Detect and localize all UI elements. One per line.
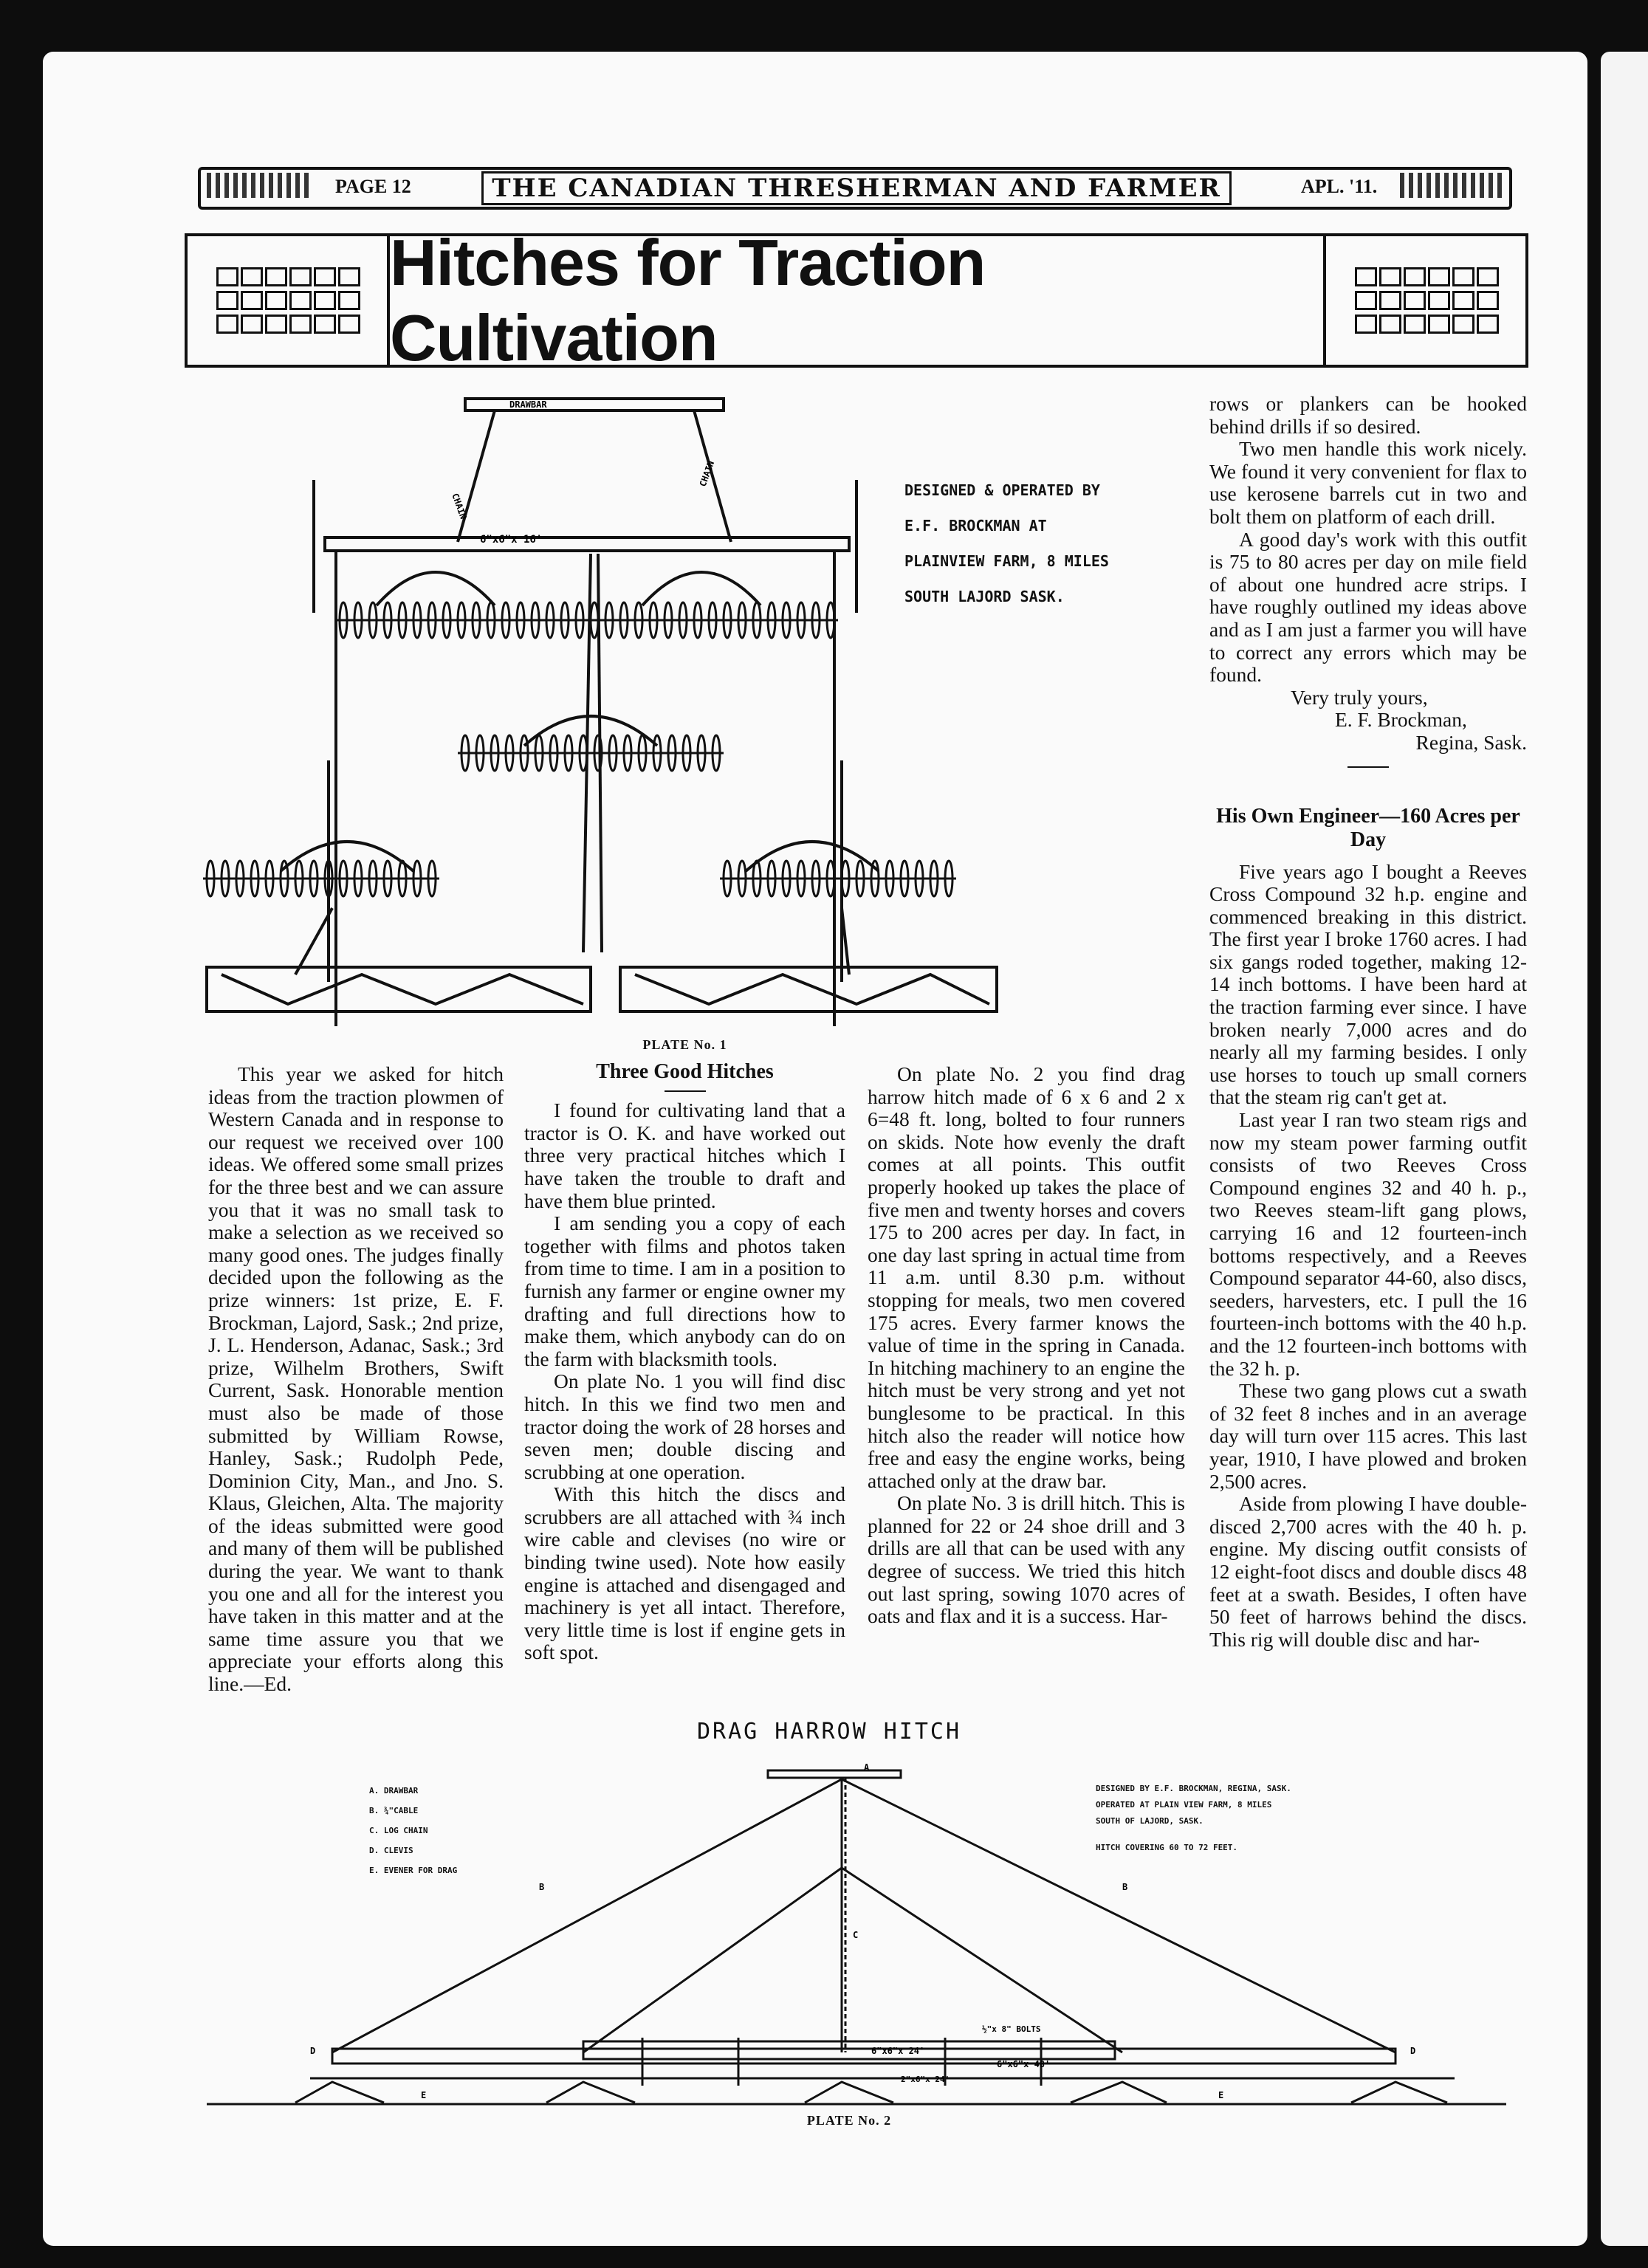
- intro-column: [208, 1063, 504, 1696]
- article-paragraph: A good day's work with this outfit is 75 to 80 acres per day on mile field of about one hundred acre strips. I have roughly outlined my ideas above and as I am just a farmer you will have to correct any errors which may be found.: [1209, 527, 1527, 687]
- plate2-drag-harrow-drawing: [199, 1757, 1528, 2126]
- own-engineer-heading: His Own Engineer—160 Acres per Day: [1216, 804, 1520, 851]
- article-paragraph: Five years ago I bought a Reeves Cross Compound 32 h.p. engine and commenced breaking in this district. The first year I broke 1760 acres. I had six gangs roded together, making 12-14 inch bottoms. I have been hard at the traction farming ever since. I have broken nearly 7,000 acres and do nearly all my farming besides. I only use horses to touch up small corners that the steam rig can't get at.: [1209, 859, 1527, 1109]
- three-good-hitches-heading: Three Good Hitches: [596, 1059, 774, 1083]
- designer-note-line: SOUTH LAJORD SASK.: [904, 588, 1065, 605]
- point-label-e: E: [1218, 2090, 1224, 2100]
- article-title: Hitches for Traction Cultivation: [390, 226, 986, 374]
- left-grid-ornament-icon: [188, 236, 390, 365]
- designer-note-line: SOUTH OF LAJORD, SASK.: [1096, 1816, 1204, 1826]
- plate2-caption: PLATE No. 2: [806, 2113, 892, 2128]
- designer-note-line: DESIGNED & OPERATED BY: [904, 481, 1100, 499]
- article-paragraph: rows or plankers can be hooked behind drills if so desired.: [1209, 392, 1527, 438]
- right-ornament-icon: [1400, 173, 1503, 198]
- article-paragraph: On plate No. 1 you will find disc hitch. In this we find two men and tractor doing the work of 28 horses and seven men; double discing and scrubbing at one operation.: [524, 1370, 845, 1483]
- chain-label-right: CHAIN: [697, 459, 717, 489]
- article-paragraph: Last year I ran two steam rigs and now my steam power farming outfit consists of two Reeves Cross Compound engines 32 and 40 h. p., two Reeves steam-lift gang plows, carrying 16 and 12 fourteen-inch bottoms respectively, and a Reeves Compound separator 44-60, also discs, seeders, harvesters, etc. I pull the 16 fourteen-inch bottoms with the 40 h.p. and the 12 fourteen-inch bottoms with the 32 h. p.: [1209, 1108, 1527, 1380]
- letter-closing: Very truly yours,: [1291, 685, 1428, 709]
- drawbar-label: DRAWBAR: [509, 399, 547, 410]
- beam-dimension-24: 6"x6"x 24': [871, 2046, 925, 2056]
- article-paragraph: With this hitch the discs and scrubbers are all attached with ¾ inch wire cable and clevises (no wire or binding twine used). Note how easily engine is attached and disengaged and machinery is yet all intact. Therefore, very little time is lost if engine gets in soft spot.: [524, 1482, 845, 1664]
- intro-paragraph: This year we asked for hitch ideas from the traction plowmen of Western Canada and in response to our request we received over 100 ideas. We offered some small prizes for the three best and we can assure you that it was no small task to make a selection as we received so many good ones. The judges finally decided upon the following as the prize winners: 1st prize, E. F. Brockman, Lajord, Sask.; 2nd prize, J. L. Henderson, Adanac, Sask.; 3rd prize, Wilhelm Brothers, Swift Current, Sask. Honorable mention must also be made of those submitted by William Rowse, Hanley, Sask.; Rudolph Pede, Dominion City, Man., and Jno. S. Klaus, Gleichen, Alta. The majority of the ideas submitted were good and many of them will be published during the year. We want to thank you one and all for the interest you have taken in this matter and at the same time assure you that we appreciate your efforts along this line.—Ed.: [208, 1062, 504, 1696]
- article-paragraph: On plate No. 2 you find drag harrow hitch made of 6 x 6 and 2 x 6=48 ft. long, bolted to four runners on skids. Note how evenly the draft comes at all points. This outfit properly hooked up takes the place of five men and twenty horses and covers 175 to 200 acres per day. In fact, in one day last spring in actual time from 11 a.m. until 8.30 p.m. without stopping for meals, two men covered 175 acres. Every farmer knows the value of time in the spring in Canada. In hitching machinery to an engine the hitch must be very strong and yet not bunglesome to be practical. In this hitch also the reader will notice how free and easy the engine works, being attached only at the draw bar.: [868, 1062, 1185, 1492]
- legend-item: A. DRAWBAR: [369, 1786, 419, 1796]
- section-rule: [1347, 766, 1389, 768]
- plate1-designer-note: [904, 472, 1109, 614]
- article-paragraph: On plate No. 3 is drill hitch. This is planned for 22 or 24 shoe drill and 3 drills are all that can be used with any degree of success. We tried this hitch out last spring, sowing 1070 acres of oats and flax and it is a success. Har-: [868, 1491, 1185, 1628]
- article-paragraph: I am sending you a copy of each together with films and photos taken from time to time. I am in a position to furnish any farmer or engine owner my drafting and full directions how to make them, which anybody can do on the farm with blacksmith tools.: [524, 1212, 845, 1370]
- article-paragraph: These two gang plows cut a swath of 32 feet 8 inches and in an average day will turn over 115 acres. This last year, 1910, I have plowed and broken 2,500 acres.: [1209, 1379, 1527, 1493]
- designer-note-line: E.F. BROCKMAN AT: [904, 517, 1047, 535]
- point-label-d: D: [1410, 2046, 1416, 2056]
- point-label-c: C: [853, 1930, 859, 1940]
- adjacent-page-edge: [1601, 52, 1648, 2246]
- right-grid-ornament-icon: [1323, 236, 1525, 365]
- plate-description-column: [868, 1063, 1185, 1628]
- heading-rule: [665, 1090, 706, 1092]
- article-paragraph: Aside from plowing I have double-disced 2,700 acres with the 40 h. p. engine. My discing outfit consists of 12 eight-foot discs and double discs 48 feet at a swath. Besides, I often have 50 feet of harrows behind the discs. This rig will double disc and har-: [1209, 1492, 1527, 1651]
- point-label-b: B: [539, 1882, 545, 1892]
- point-label-a: A: [864, 1762, 870, 1773]
- designer-note-line: OPERATED AT PLAIN VIEW FARM, 8 MILES: [1096, 1800, 1272, 1810]
- plate1-caption: PLATE No. 1: [642, 1037, 727, 1052]
- page-number: PAGE 12: [335, 176, 411, 197]
- article-title-box: [185, 226, 1528, 374]
- legend-item: E. EVENER FOR DRAG: [369, 1866, 458, 1875]
- designer-note-line: PLAINVIEW FARM, 8 MILES: [904, 552, 1109, 570]
- designer-note-line: DESIGNED BY E.F. BROCKMAN, REGINA, SASK.: [1096, 1784, 1291, 1793]
- three-good-hitches-column: [524, 1034, 845, 1664]
- article-paragraph: Two men handle this work nicely. We found it very convenient for flax to use kerosene barrels cut in two and bolt them on platform of each drill.: [1209, 437, 1527, 528]
- beam-dimension-2x6: 2"x6"x 24': [901, 2075, 950, 2084]
- left-ornament-icon: [207, 173, 310, 198]
- beam-dimension-label: 6"x6"x 16': [480, 534, 543, 546]
- legend-item: D. CLEVIS: [369, 1846, 413, 1855]
- point-label-b: B: [1122, 1882, 1128, 1892]
- bolts-label: ½"x 8" BOLTS: [982, 2024, 1041, 2034]
- article-paragraph: I found for cultivating land that a tractor is O. K. and have worked out three very practical hitches which I have taken the trouble to draft and have them blue printed.: [524, 1099, 845, 1212]
- plate2-title: DRAG HARROW HITCH: [697, 1719, 962, 1745]
- beam-dimension-48: 6"x6"x 48': [997, 2059, 1051, 2069]
- signature-place: Regina, Sask.: [1415, 730, 1527, 754]
- chain-label-left: CHAIN: [450, 492, 469, 520]
- masthead-banner: [198, 167, 1512, 210]
- signature-name: E. F. Brockman,: [1335, 708, 1467, 732]
- journal-title: THE CANADIAN THRESHERMAN AND FARMER: [481, 171, 1232, 205]
- coverage-note: HITCH COVERING 60 TO 72 FEET.: [1096, 1843, 1238, 1852]
- point-label-e: E: [421, 2090, 427, 2100]
- legend-item: C. LOG CHAIN: [369, 1826, 428, 1835]
- issue-date: APL. '11.: [1301, 176, 1378, 197]
- right-column: [1209, 393, 1527, 1651]
- point-label-d: D: [310, 2046, 316, 2056]
- legend-item: B. ¾"CABLE: [369, 1806, 419, 1815]
